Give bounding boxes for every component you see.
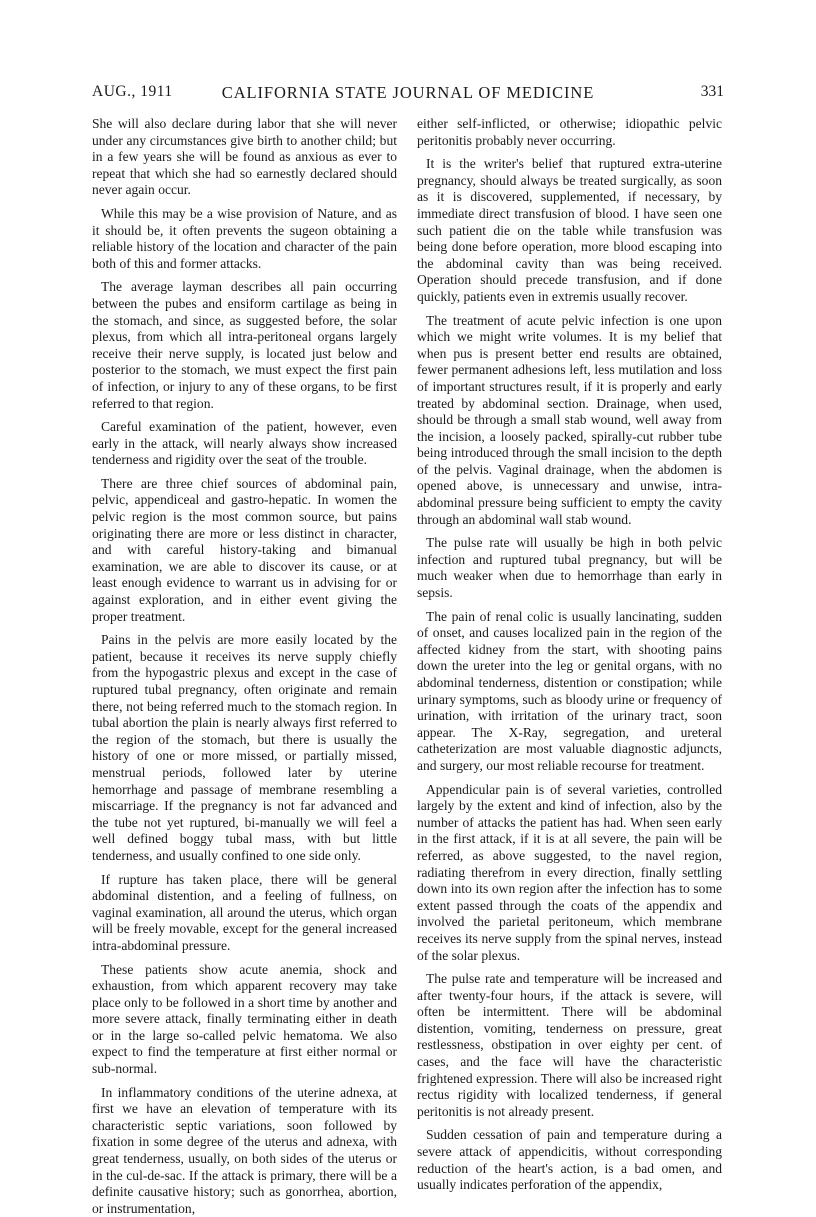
paragraph: Appendicular pain is of several varieties, controlled largely by the extent and kind of infection, also by the number of attacks the patient has had. When seen early in the first attack, if it is at all severe, the pain will be referred, as above suggested, to the navel region, radiating therefrom in every direction, finally settling down into its own region after the infection has to some extent passed through the coats of the appendix and involved the parietal peritoneum, which membrane receives its nerve supply from the spinal nerves, instead of the solar plexus. (417, 781, 722, 963)
running-header (92, 83, 724, 105)
paragraph: While this may be a wise provision of Nature, and as it should be, it often prevents the sugeon obtaining a reliable history of the location and character of the pain both of this and former attacks. (92, 205, 397, 271)
paragraph: In inflammatory conditions of the uterine adnexa, at first we have an elevation of temperature with its characteristic septic variations, soon followed by fixation in some degree of the uterus and adnexa, with great tenderness, usually, on both sides of the uterus or in the cul-de-sac. If the attack is primary, there will be a definite causative history; such as gonorrhea, abortion, or instrumentation, (92, 1084, 397, 1216)
left-column (92, 116, 397, 1216)
paragraph: If rupture has taken place, there will be general abdominal distention, and a feeling of fullness, on vaginal examination, all around the uterus, which organ will be freely movable, except for the general increased intra-abdominal pressure. (92, 871, 397, 953)
right-column (417, 116, 722, 1193)
paragraph: It is the writer's belief that ruptured extra-uterine pregnancy, should always be treated surgically, as soon as it is discovered, supplemented, if necessary, by immediate direct transfusion of blood. I have seen one such patient die on the table while transfusion was being done before operation, more blood escaping into the abdominal cavity than was being received. Operation should precede transfusion, and if done quickly, patients even in extremis usually recover. (417, 156, 722, 304)
paragraph: The pain of renal colic is usually lancinating, sudden of onset, and causes localized pain in the region of the affected kidney from the start, with shooting pains down the ureter into the leg or genital organs, with no abdominal tenderness, distention or constipation; while urinary symptoms, such as bloody urine or frequency of urination, with irritation of the urinary tract, soon appear. The X-Ray, segregation, and ureteral catheterization are most valuable diagnostic adjuncts, and surgery, our most reliable recourse for treatment. (417, 608, 722, 773)
paragraph: Sudden cessation of pain and temperature during a severe attack of appendicitis, without corresponding reduction of the heart's action, is a bad omen, and usually indicates perforation of the appendix, (417, 1127, 722, 1193)
paragraph: The average layman describes all pain occurring between the pubes and ensiform cartilage as being in the stomach, and since, as suggested before, the solar plexus, from which all intra-peritoneal organs largely receive their nerve supply, is located just below and posterior to the stomach, we must expect the first pain of infection, or injury to any of these organs, to be first referred to that region. (92, 279, 397, 411)
paragraph: either self-inflicted, or otherwise; idiopathic pelvic peritonitis probably never occurring. (417, 116, 722, 148)
paragraph: Careful examination of the patient, however, even early in the attack, will nearly always show increased tenderness and rigidity over the seat of the trouble. (92, 419, 397, 468)
paragraph: She will also declare during labor that she will never under any circumstances give birth to another child; but in a few years she will be found as anxious as ever to repeat that which she had so earnestly declared should never again occur. (92, 116, 397, 198)
journal-title: CALIFORNIA STATE JOURNAL OF MEDICINE (221, 83, 595, 102)
issue-date: AUG., 1911 (92, 83, 173, 100)
paragraph: The pulse rate will usually be high in both pelvic infection and ruptured tubal pregnancy, but will be much weaker when due to hemorrhage than early in sepsis. (417, 535, 722, 601)
paragraph: The treatment of acute pelvic infection is one upon which we might write volumes. It is my belief that when pus is present better end results are obtained, fewer permanent adhesions left, less mutilation and loss of important structures result, if it is properly and early treated by abdominal section. Drainage, when used, should be through a small stab wound, well away from the incision, a loosely packed, spirally-cut rubber tube being introduced through the small incision to the depth of the pelvis. Vaginal drainage, when the abdomen is opened above, is unnecessary and unwise, intra-abdominal pressure being sufficient to empty the cavity through an abdominal wall stab wound. (417, 312, 722, 527)
paragraph: The pulse rate and temperature will be increased and after twenty-four hours, if the attack is severe, will often be intermittent. There will be abdominal distention, vomiting, tenderness on pressure, great restlessness, obstipation in over eighty per cent. of cases, and the face will have the characteristic frightened expression. There will also be increased right rectus rigidity with localized tenderness, if general peritonitis is not already present. (417, 971, 722, 1119)
paragraph: Pains in the pelvis are more easily located by the patient, because it receives its nerve supply chiefly from the hypogastric plexus and except in the case of ruptured tubal pregnancy, often originate and remain there, not being referred much to the stomach region. In tubal abortion the plain is nearly always first referred to the region of the stomach, but there is usually the history of one or more missed, or partially missed, menstrual periods, followed later by uterine hemorrhage and passage of membrane resembling a miscarriage. If the pregnancy is not far advanced and the tube not yet ruptured, bi-manually we will feel a well defined boggy tubal mass, with but little tenderness, and usually confined to one side only. (92, 632, 397, 863)
page-number: 331 (700, 83, 724, 100)
paragraph: These patients show acute anemia, shock and exhaustion, from which apparent recovery may take place only to be followed in a short time by another and more severe attack, finally terminating either in death or in the large so-called pelvic hematoma. We also expect to find the temperature at first either normal or sub-normal. (92, 961, 397, 1077)
paragraph: There are three chief sources of abdominal pain, pelvic, appendiceal and gastro-hepatic. In women the pelvic region is the most common source, but pains originating there are more or less distinct in character, and with careful history-taking and bimanual examination, we are able to discover its cause, or at least enough evidence to warrant us in advising for or against exploration, and in either event giving the proper treatment. (92, 475, 397, 624)
